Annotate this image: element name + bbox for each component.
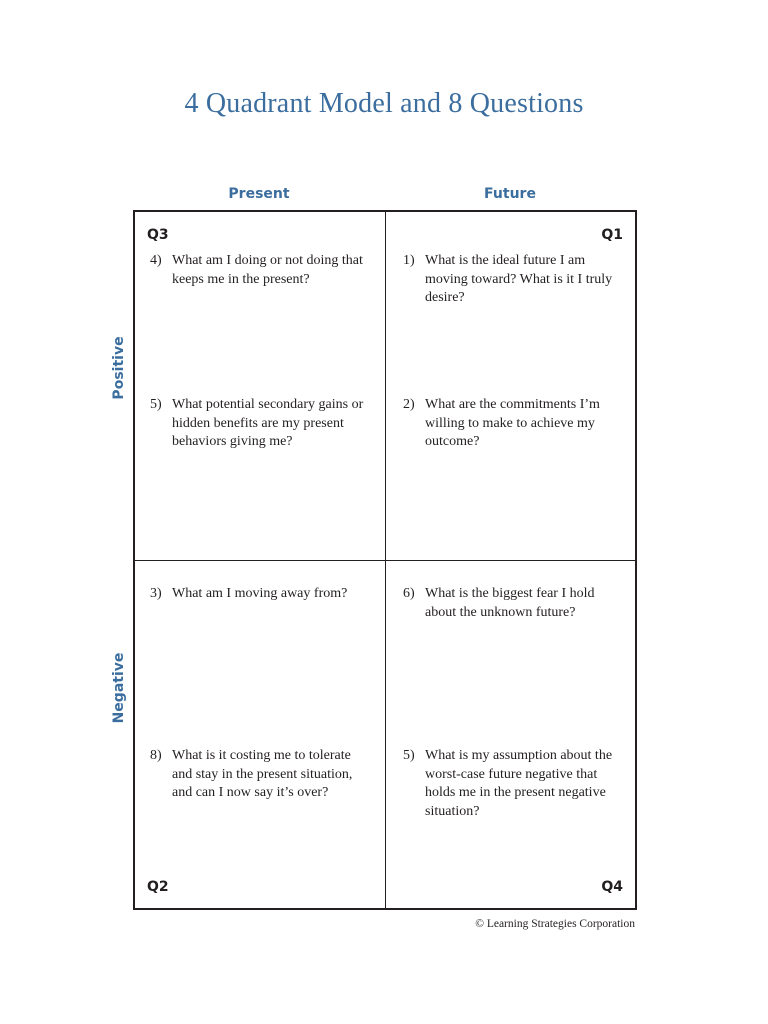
question-item-q2-b [150, 747, 372, 803]
quadrant-label-q2: Q2 [147, 879, 169, 895]
column-header-future: Future [484, 186, 536, 202]
question-item-q3-b [150, 396, 372, 452]
quadrant-grid [133, 210, 637, 910]
question-number: 8) [150, 748, 162, 763]
question-item-q4-a [403, 585, 625, 622]
question-item-q1-b [403, 396, 625, 452]
horizontal-divider [135, 560, 635, 561]
question-text: What is it costing me to tolerate and stay in the present situation, and can I now say it’s over? [172, 748, 353, 800]
question-text: What is the biggest fear I hold about the unknown future? [425, 586, 595, 620]
question-text: What am I moving away from? [172, 586, 348, 601]
question-text: What is the ideal future I am moving toward? What is it I truly desire? [425, 253, 613, 305]
column-header-present: Present [228, 186, 290, 202]
question-text: What is my assumption about the worst-case future negative that holds me in the present negative situation? [425, 748, 613, 819]
quadrant-label-q4: Q4 [601, 879, 623, 895]
question-text: What are the commitments I’m willing to make to achieve my outcome? [425, 397, 600, 449]
copyright-notice: © Learning Strategies Corporation [475, 918, 635, 930]
question-number: 1) [403, 253, 415, 268]
question-number: 5) [150, 397, 162, 412]
question-text: What am I doing or not doing that keeps me in the present? [172, 253, 363, 287]
question-number: 6) [403, 586, 415, 601]
question-item-q3-a [150, 252, 372, 289]
quadrant-label-q3: Q3 [147, 227, 169, 243]
quadrant-label-q1: Q1 [601, 227, 623, 243]
row-header-positive: Positive [111, 336, 127, 400]
question-number: 2) [403, 397, 415, 412]
question-item-q2-a [150, 585, 372, 604]
question-number: 5) [403, 748, 415, 763]
question-item-q4-b [403, 747, 631, 821]
question-text: What potential secondary gains or hidden benefits are my present behaviors giving me? [172, 397, 364, 449]
question-number: 4) [150, 253, 162, 268]
row-header-negative: Negative [111, 652, 127, 724]
question-number: 3) [150, 586, 162, 601]
page-title: 4 Quadrant Model and 8 Questions [184, 88, 584, 119]
question-item-q1-a [403, 252, 618, 308]
